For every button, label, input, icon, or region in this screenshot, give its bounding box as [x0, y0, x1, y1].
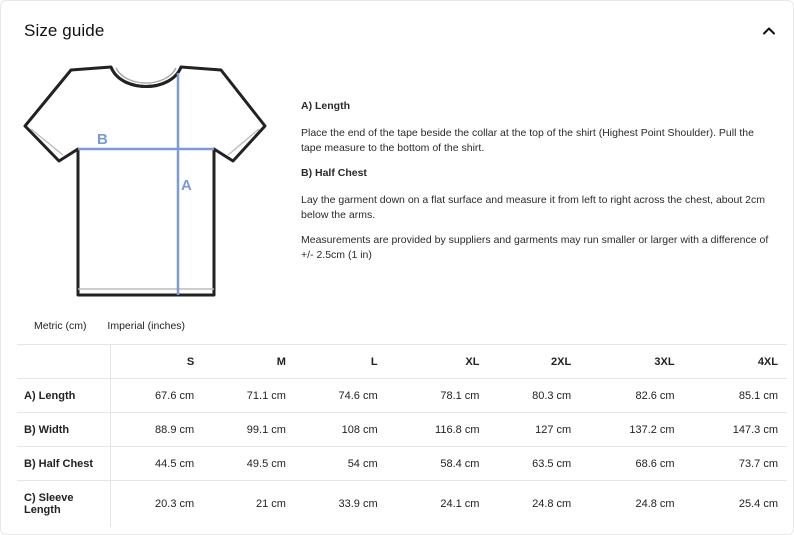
table-corner: [17, 345, 111, 379]
size-header: 2XL: [488, 345, 580, 379]
size-header: S: [111, 345, 204, 379]
tab-imperial[interactable]: Imperial (inches): [107, 320, 186, 332]
table-cell: 44.5 cm: [111, 447, 204, 481]
row-label: A) Length: [17, 379, 111, 413]
table-row: [17, 379, 787, 413]
size-header: L: [295, 345, 387, 379]
measurement-note: Measurements are provided by suppliers and garments may run smaller or larger with a difference of +/- 2.5cm (1 in): [301, 234, 769, 261]
panel-title: Size guide: [24, 21, 105, 40]
table-cell: 116.8 cm: [387, 413, 489, 447]
table-cell: 74.6 cm: [295, 379, 387, 413]
label-b: B: [97, 131, 108, 148]
table-row: [17, 447, 787, 481]
table-cell: 24.8 cm: [580, 481, 683, 528]
size-header: 3XL: [580, 345, 683, 379]
size-header: M: [203, 345, 295, 379]
table-cell: 82.6 cm: [580, 379, 683, 413]
length-instructions: Place the end of the tape beside the collar at the top of the shirt (Highest Point Shoulder). Pull the tape measure to the bottom of the shirt.: [301, 127, 754, 154]
table-cell: 71.1 cm: [203, 379, 295, 413]
chevron-up-icon[interactable]: [761, 23, 777, 39]
table-cell: 85.1 cm: [684, 379, 787, 413]
table-cell: 58.4 cm: [387, 447, 489, 481]
size-table: [17, 344, 787, 527]
table-cell: 25.4 cm: [684, 481, 787, 528]
table-cell: 54 cm: [295, 447, 387, 481]
table-cell: 33.9 cm: [295, 481, 387, 528]
chest-heading: B) Half Chest: [301, 167, 367, 179]
table-cell: 67.6 cm: [111, 379, 204, 413]
table-cell: 147.3 cm: [684, 413, 787, 447]
table-cell: 88.9 cm: [111, 413, 204, 447]
row-label: B) Half Chest: [17, 447, 111, 481]
size-header: XL: [387, 345, 489, 379]
table-cell: 80.3 cm: [488, 379, 580, 413]
row-label: C) Sleeve Length: [17, 481, 111, 528]
tab-metric[interactable]: Metric (cm): [34, 320, 87, 332]
label-a: A: [181, 177, 192, 194]
table-cell: 24.1 cm: [387, 481, 489, 528]
table-cell: 63.5 cm: [488, 447, 580, 481]
unit-toggle: [34, 320, 185, 332]
table-cell: 24.8 cm: [488, 481, 580, 528]
chest-instructions: Lay the garment down on a flat surface and measure it from left to right across the chest, about 2cm below the arms.: [301, 194, 765, 221]
size-header: 4XL: [684, 345, 787, 379]
measurement-instructions: [301, 99, 775, 273]
tshirt-diagram: [21, 63, 271, 304]
table-cell: 127 cm: [488, 413, 580, 447]
table-cell: 78.1 cm: [387, 379, 489, 413]
table-cell: 108 cm: [295, 413, 387, 447]
table-cell: 21 cm: [203, 481, 295, 528]
table-header-row: [17, 345, 787, 379]
table-cell: 137.2 cm: [580, 413, 683, 447]
table-cell: 68.6 cm: [580, 447, 683, 481]
length-heading: A) Length: [301, 100, 350, 112]
table-cell: 49.5 cm: [203, 447, 295, 481]
table-cell: 99.1 cm: [203, 413, 295, 447]
table-row: [17, 481, 787, 528]
table-row: [17, 413, 787, 447]
table-cell: 20.3 cm: [111, 481, 204, 528]
table-cell: 73.7 cm: [684, 447, 787, 481]
row-label: B) Width: [17, 413, 111, 447]
